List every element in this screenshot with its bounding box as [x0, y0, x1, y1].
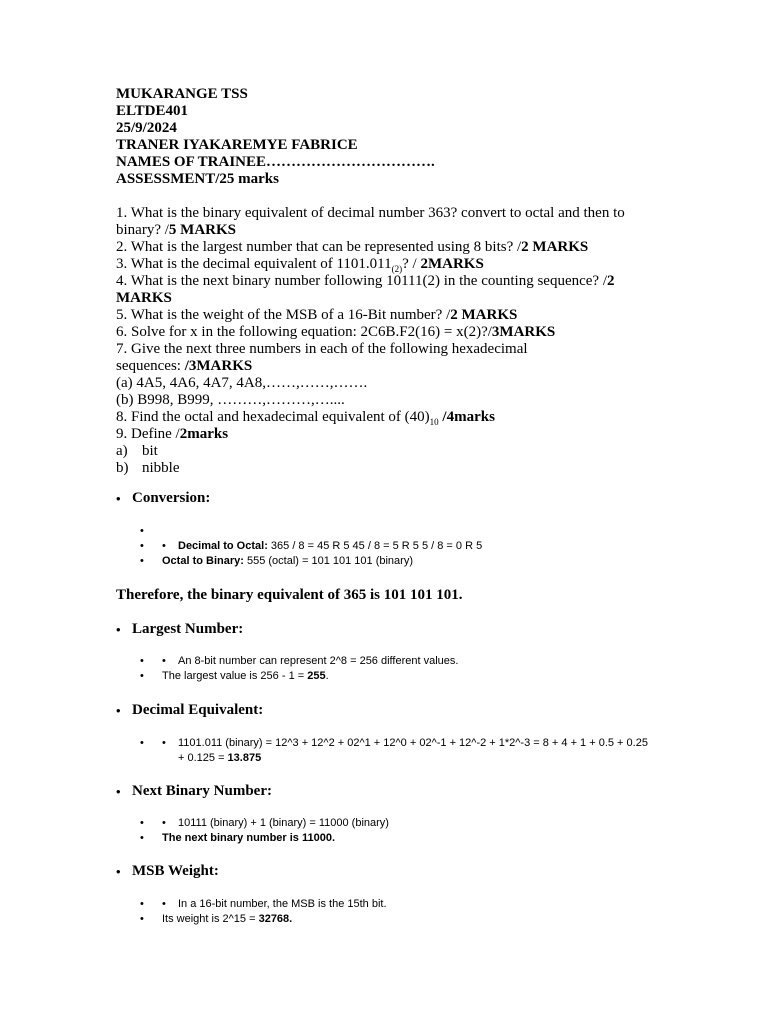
question-7-text: 7. Give the next three numbers in each of the following hexadecimal sequences:: [116, 341, 528, 374]
bullet-icon: •: [162, 817, 166, 829]
question-1-text: 1. What is the binary equivalent of decimal number 363? convert to octal and then to binary? /: [116, 205, 625, 238]
question-3-marks: 2MARKS: [420, 256, 484, 272]
list-item: [116, 912, 676, 927]
question-6-text: 6. Solve for x in the following equation: 2C6B.F2(16) = x(2)?/: [116, 324, 492, 340]
conversion-list: [116, 524, 676, 569]
list-item: [116, 897, 676, 912]
question-2-marks: 2 MARKS: [521, 239, 589, 255]
date: 25/9/2024: [116, 120, 177, 136]
conversion-section: [116, 490, 676, 507]
largest-number-line-1: An 8-bit number can represent 2^8 = 256 different values.: [178, 655, 459, 667]
bullet-icon: •: [140, 913, 144, 925]
question-1-marks: 5 MARKS: [168, 222, 236, 238]
question-5-marks: 2 MARKS: [450, 307, 518, 323]
decimal-equivalent-list: [116, 736, 650, 766]
list-item: [116, 554, 676, 569]
question-9-text: 9. Define /: [116, 426, 180, 442]
msb-weight-line-1: In a 16-bit number, the MSB is the 15th bit.: [178, 898, 387, 910]
next-binary-title: Next Binary Number:: [132, 783, 272, 799]
list-item: [116, 831, 676, 846]
next-binary-line-1: 10111 (binary) + 1 (binary) = 11000 (binary): [178, 817, 389, 829]
bullet-icon: •: [140, 832, 144, 844]
msb-weight-list: [116, 897, 676, 927]
bullet-icon: •: [116, 490, 121, 506]
octal-to-binary-label: Octal to Binary:: [162, 555, 244, 567]
bullet-icon: •: [116, 783, 121, 799]
conversion-title: Conversion:: [132, 490, 211, 506]
list-item: [116, 539, 676, 554]
question-8-text: 8. Find the octal and hexadecimal equivalent of (40): [116, 409, 430, 425]
question-1: [116, 205, 656, 239]
bullet-icon: •: [116, 621, 121, 637]
largest-number-value: 255: [307, 670, 326, 682]
bullet-icon: •: [140, 670, 144, 682]
largest-number-title: Largest Number:: [132, 621, 244, 637]
question-3: [116, 256, 656, 273]
item-text: nibble: [142, 460, 180, 476]
bullet-icon: •: [162, 540, 166, 552]
next-binary-section: [116, 783, 676, 800]
msb-weight-value: 32768.: [258, 913, 293, 925]
decimal-to-octal-label: Decimal to Octal:: [178, 540, 268, 552]
question-8-subscript: 10: [429, 417, 439, 427]
question-7a: (a) 4A5, 4A6, 4A7, 4A8,……,……,…….: [116, 375, 368, 391]
question-8: [116, 409, 656, 426]
item-label: a): [116, 443, 128, 459]
bullet-icon: •: [140, 655, 144, 667]
next-binary-line-2: The next binary number is 11000.: [162, 832, 336, 844]
bullet-icon: •: [140, 540, 144, 552]
empty-bullet: [116, 524, 676, 539]
bullet-icon: •: [162, 655, 166, 667]
document-body: [116, 86, 656, 477]
question-2: [116, 239, 656, 256]
decimal-equivalent-line: 1101.011 (binary) = 12^3 + 12^2 + 02^1 + 12^0 + 02^-1 + 12^-2 + 1*2^-3 = 8 + 4 + 1 + 0.5 + 0.25 + 0.125 =: [178, 737, 648, 764]
question-4-text: 4. What is the next binary number following 10111(2) in the counting sequence? /: [116, 273, 607, 289]
list-item: [116, 736, 650, 766]
decimal-equivalent-section: [116, 702, 676, 719]
decimal-equivalent-heading: [116, 702, 676, 719]
question-3-subscript: (2): [391, 264, 403, 274]
school-name: MUKARANGE TSS: [116, 86, 248, 102]
question-9: [116, 426, 656, 443]
bullet-icon: •: [140, 555, 144, 567]
decimal-equivalent-value: 13.875: [227, 752, 262, 764]
bullet-icon: •: [140, 737, 144, 749]
question-3-text-end: ? /: [402, 256, 421, 272]
question-7b: (b) B998, B999, ………,………,…....: [116, 392, 345, 408]
list-item: [116, 816, 676, 831]
question-9-item-a: [116, 443, 656, 460]
bullet-icon: •: [162, 898, 166, 910]
question-7: [116, 341, 546, 375]
trainee-names-line: NAMES OF TRAINEE…………………………….: [116, 154, 435, 170]
msb-weight-line-2: Its weight is 2^15 =: [162, 913, 259, 925]
largest-number-line-2: The largest value is 256 - 1 =: [162, 670, 308, 682]
question-4-marks: 2 MARKS: [116, 273, 615, 306]
bullet-icon: •: [140, 525, 144, 537]
largest-number-heading: [116, 621, 676, 638]
conversion-conclusion: Therefore, the binary equivalent of 365 is 101 101 101.: [116, 587, 463, 603]
bullet-icon: •: [140, 898, 144, 910]
bullet-icon: •: [162, 737, 166, 749]
bullet-icon: •: [116, 702, 121, 718]
question-4: [116, 273, 656, 307]
msb-weight-title: MSB Weight:: [132, 863, 219, 879]
module-code: ELTDE401: [116, 103, 188, 119]
next-binary-heading: [116, 783, 676, 800]
msb-weight-section: [116, 863, 676, 880]
question-5: [116, 307, 656, 324]
list-item: [116, 669, 676, 684]
question-8-marks: /4marks: [442, 409, 495, 425]
question-9-marks: 2marks: [179, 426, 229, 442]
decimal-equivalent-title: Decimal Equivalent:: [132, 702, 264, 718]
list-item: [116, 654, 676, 669]
largest-number-section: [116, 621, 676, 638]
decimal-to-octal-text: 365 / 8 = 45 R 5 45 / 8 = 5 R 5 5 / 8 = 0 R 5: [267, 540, 483, 552]
question-6: [116, 324, 656, 341]
question-7-marks: /3MARKS: [184, 358, 253, 374]
next-binary-list: [116, 816, 676, 846]
largest-number-list: [116, 654, 676, 684]
item-label: b): [116, 460, 129, 476]
msb-weight-heading: [116, 863, 676, 880]
assessment-title: ASSESSMENT/25 marks: [116, 171, 279, 187]
bullet-icon: •: [116, 863, 121, 879]
question-6-marks: 3MARKS: [491, 324, 556, 340]
period: .: [325, 670, 329, 682]
bullet-icon: •: [140, 817, 144, 829]
question-5-text: 5. What is the weight of the MSB of a 16-Bit number? /: [116, 307, 451, 323]
trainer-name: TRANER IYAKAREMYE FABRICE: [116, 137, 358, 153]
octal-to-binary-text: 555 (octal) = 101 101 101 (binary): [243, 555, 413, 567]
conversion-heading: [116, 490, 676, 507]
item-text: bit: [142, 443, 158, 459]
question-2-text: 2. What is the largest number that can be represented using 8 bits? /: [116, 239, 522, 255]
question-9-item-b: [116, 460, 656, 477]
question-3-text: 3. What is the decimal equivalent of 1101.011: [116, 256, 392, 272]
